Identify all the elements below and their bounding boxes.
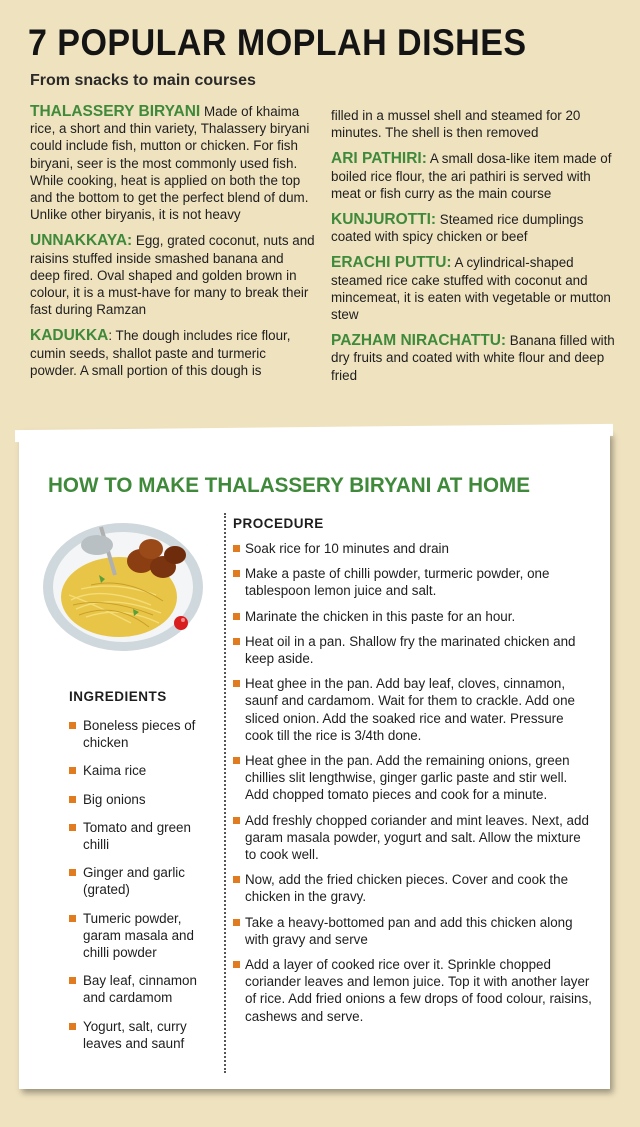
- square-bullet-icon: [69, 824, 76, 831]
- dish-description: : The dough includes rice flour, cumin seeds, shallot paste and turmeric powder. A small portion of this dough is: [30, 328, 291, 378]
- dish-description: filled in a mussel shell and steamed for 20 minutes. The shell is then removed: [331, 108, 581, 141]
- list-item: Heat ghee in the pan. Add the remaining onions, green chillies slit lengthwise, ginger garlic paste and stir well. Add chopped tomato pieces and cook for a minute.: [233, 752, 593, 804]
- dishes-column-left: [30, 103, 316, 388]
- recipe-title: HOW TO MAKE THALASSERY BIRYANI AT HOME: [48, 473, 531, 497]
- page-title: 7 POPULAR MOPLAH DISHES: [28, 22, 527, 63]
- dish-entry: [331, 332, 616, 384]
- square-bullet-icon: [69, 977, 76, 984]
- dish-entry: [30, 103, 316, 223]
- square-bullet-icon: [233, 919, 240, 926]
- dish-description: Banana filled with dry fruits and coated with white flour and deep fried: [331, 333, 615, 383]
- ingredients-heading: INGREDIENTS: [69, 689, 167, 704]
- square-bullet-icon: [69, 869, 76, 876]
- square-bullet-icon: [233, 570, 240, 577]
- list-item: Big onions: [69, 791, 219, 808]
- square-bullet-icon: [69, 722, 76, 729]
- list-item: Kaima rice: [69, 762, 219, 779]
- biryani-photo-icon: [41, 505, 211, 655]
- dish-name: ARI PATHIRI:: [331, 150, 427, 168]
- list-item: Take a heavy-bottomed pan and add this chicken along with gravy and serve: [233, 914, 593, 948]
- dish-entry: [30, 232, 316, 318]
- list-item: Now, add the fried chicken pieces. Cover and cook the chicken in the gravy.: [233, 871, 593, 905]
- square-bullet-icon: [69, 767, 76, 774]
- list-item: Yogurt, salt, curry leaves and saunf: [69, 1018, 219, 1052]
- list-item: Marinate the chicken in this paste for an hour.: [233, 608, 593, 625]
- procedure-heading: PROCEDURE: [233, 516, 324, 531]
- list-item: Bay leaf, cinnamon and cardamom: [69, 972, 219, 1006]
- square-bullet-icon: [233, 757, 240, 764]
- list-item: Heat oil in a pan. Shallow fry the marinated chicken and keep aside.: [233, 633, 593, 667]
- list-item: Add a layer of cooked rice over it. Sprinkle chopped coriander leaves and lemon juice. Top it with another layer of rice. Add fried onions a few drops of food colour, raisins, cashews and serve.: [233, 956, 593, 1025]
- dish-entry: [30, 327, 316, 379]
- procedure-list: [233, 540, 593, 1033]
- dish-name: UNNAKKAYA:: [30, 232, 133, 250]
- list-item: Make a paste of chilli powder, turmeric powder, one tablespoon lemon juice and salt.: [233, 565, 593, 599]
- dish-entry: [331, 211, 616, 245]
- square-bullet-icon: [233, 613, 240, 620]
- square-bullet-icon: [233, 545, 240, 552]
- dish-entry: [331, 254, 616, 323]
- dish-description: A small dosa-like item made of boiled rice flour, the ari pathiri is served with meat or fish curry as the main course: [331, 151, 612, 201]
- dish-entry: [331, 150, 616, 202]
- list-item: Soak rice for 10 minutes and drain: [233, 540, 593, 557]
- list-item: Tomato and green chilli: [69, 819, 219, 853]
- list-item: Boneless pieces of chicken: [69, 717, 219, 751]
- dish-name: KUNJUROTTI:: [331, 211, 437, 229]
- dishes-column-right: [331, 107, 616, 393]
- ingredients-list: [69, 717, 219, 1063]
- dish-name: THALASSERY BIRYANI: [30, 103, 201, 120]
- column-divider: [224, 513, 226, 1073]
- square-bullet-icon: [69, 915, 76, 922]
- square-bullet-icon: [69, 796, 76, 803]
- square-bullet-icon: [69, 1023, 76, 1030]
- list-item: Tumeric powder, garam masala and chilli powder: [69, 910, 219, 962]
- list-item: Heat ghee in the pan. Add bay leaf, cloves, cinnamon, saunf and cardamom. Wait for them to crackle. Add one sliced onion. Add the soaked rice and water. Pressure cook till the rice is 3/4th done.: [233, 675, 593, 744]
- square-bullet-icon: [233, 876, 240, 883]
- dish-description: A cylindrical-shaped steamed rice cake stuffed with coconut and mincemeat, it is eaten with vegetable or mutton stew: [331, 255, 611, 323]
- square-bullet-icon: [233, 817, 240, 824]
- dish-name: ERACHI PUTTU:: [331, 254, 452, 272]
- list-item: Ginger and garlic (grated): [69, 864, 219, 898]
- dish-description: Egg, grated coconut, nuts and raisins stuffed inside smashed banana and deep fired. Oval shaped and golden brown in colour, it is a must-have for many to break their fast during Ramzan: [30, 233, 315, 318]
- dish-description: Steamed rice dumplings coated with spicy chicken or beef: [331, 212, 584, 245]
- dish-name: KADUKKA: [30, 327, 109, 345]
- dish-entry-continued: [331, 107, 616, 141]
- list-item: Add freshly chopped coriander and mint leaves. Next, add garam masala powder, yogurt and salt. Allow the mixture to cook well.: [233, 812, 593, 864]
- square-bullet-icon: [233, 638, 240, 645]
- square-bullet-icon: [233, 680, 240, 687]
- dish-name: PAZHAM NIRACHATTU:: [331, 332, 507, 350]
- dish-description: Made of khaima rice, a short and thin variety, Thalassery biryani could include fish, mutton or chicken. For fish biryani, seer is the most commonly used fish. While cooking, heat is applied on both the top and the bottom to get the perfect blend of dum. Unlike other biryanis, it is not heavy: [30, 104, 310, 223]
- square-bullet-icon: [233, 961, 240, 968]
- page-subtitle: From snacks to main courses: [30, 72, 256, 89]
- recipe-box: [19, 431, 610, 1089]
